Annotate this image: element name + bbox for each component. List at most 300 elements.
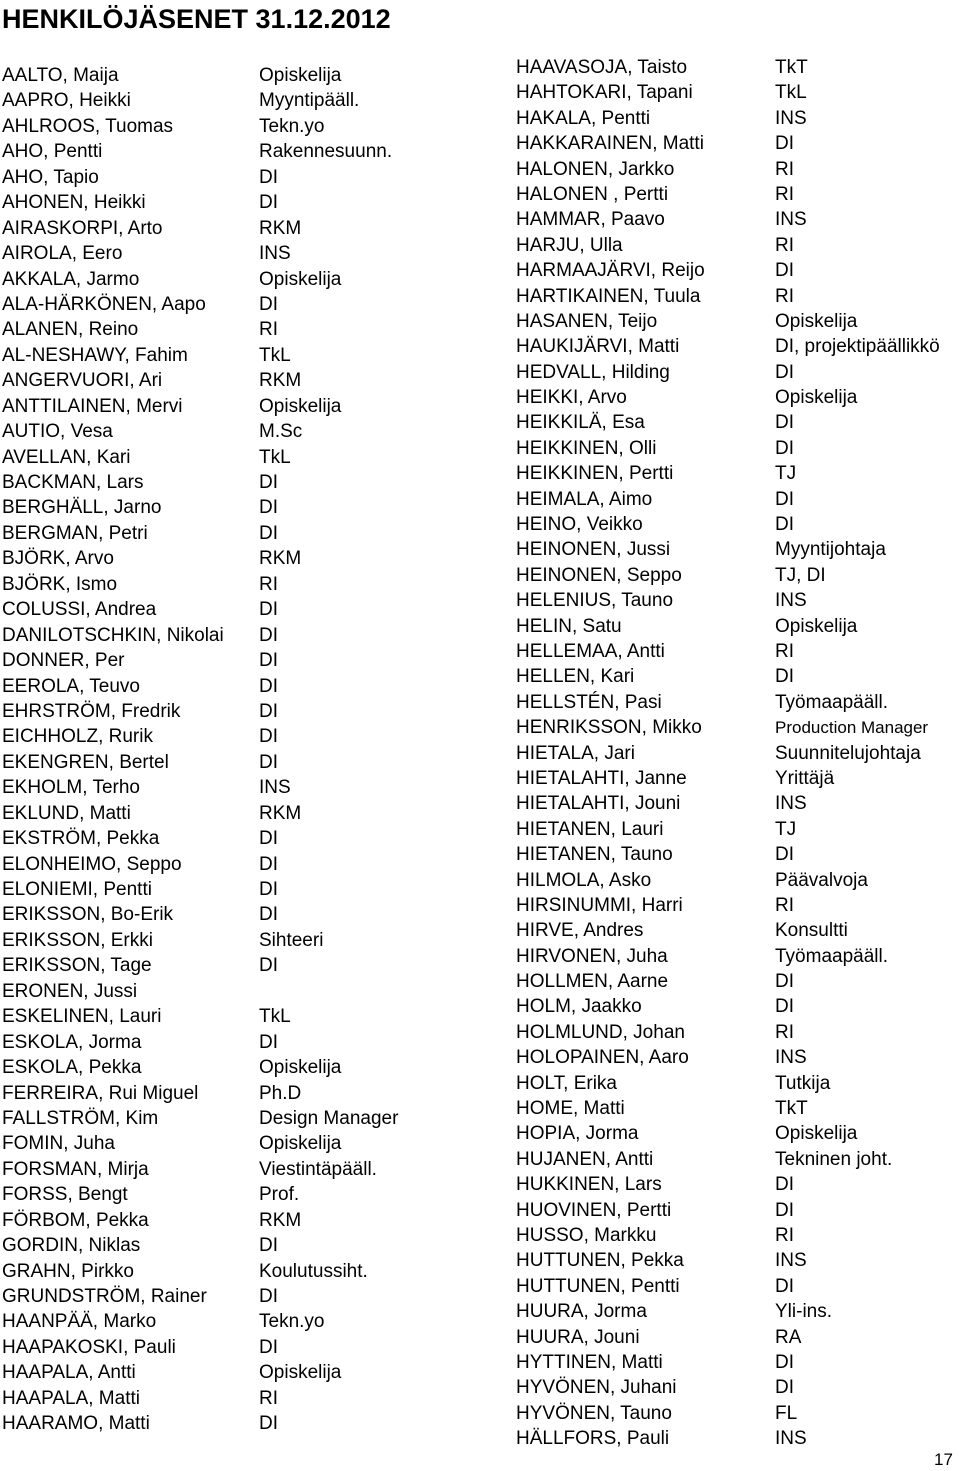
member-row bbox=[2, 1055, 472, 1080]
member-name: HILMOLA, Asko bbox=[516, 869, 652, 891]
member-title: Opiskelija bbox=[775, 310, 858, 332]
member-title: RI bbox=[775, 1224, 794, 1246]
member-row bbox=[516, 360, 960, 385]
member-title: DI bbox=[259, 599, 278, 621]
member-title: RI bbox=[775, 183, 794, 205]
member-title: TkL bbox=[259, 1006, 291, 1028]
member-name: HOLMLUND, Johan bbox=[516, 1021, 685, 1043]
member-title: DI bbox=[775, 666, 794, 688]
member-name: HYVÖNEN, Juhani bbox=[516, 1377, 677, 1399]
member-row bbox=[516, 1096, 960, 1121]
member-row bbox=[2, 877, 472, 902]
member-row bbox=[2, 165, 472, 190]
member-name: ERONEN, Jussi bbox=[2, 980, 138, 1002]
member-name: HAKKARAINEN, Matti bbox=[516, 133, 704, 155]
member-row bbox=[516, 1172, 960, 1197]
member-row bbox=[2, 1182, 472, 1207]
member-name: HIRSINUMMI, Harri bbox=[516, 894, 683, 916]
member-name: HUTTUNEN, Pekka bbox=[516, 1250, 684, 1272]
member-row bbox=[2, 495, 472, 520]
member-title: INS bbox=[775, 209, 807, 231]
member-name: HEINONEN, Jussi bbox=[516, 539, 671, 561]
member-row bbox=[2, 546, 472, 571]
member-row bbox=[2, 699, 472, 724]
member-row bbox=[2, 521, 472, 546]
member-name: DONNER, Per bbox=[2, 650, 125, 672]
member-title: DI bbox=[259, 624, 278, 646]
member-row bbox=[516, 537, 960, 562]
member-name: HEINONEN, Seppo bbox=[516, 564, 682, 586]
member-row bbox=[2, 1106, 472, 1131]
member-title: RI bbox=[775, 234, 794, 256]
page-number: 17 bbox=[934, 1450, 953, 1469]
member-row bbox=[516, 1020, 960, 1045]
member-name: AIROLA, Eero bbox=[2, 243, 123, 265]
member-title: DI bbox=[259, 497, 278, 519]
member-name: HAKALA, Pentti bbox=[516, 107, 651, 129]
member-name: FORSMAN, Mirja bbox=[2, 1158, 149, 1180]
member-row bbox=[2, 114, 472, 139]
member-title: DI bbox=[259, 293, 278, 315]
member-name: EKLUND, Matti bbox=[2, 802, 131, 824]
member-name: HEDVALL, Hilding bbox=[516, 361, 670, 383]
member-name: BJÖRK, Ismo bbox=[2, 573, 118, 595]
member-name: AHO, Pentti bbox=[2, 141, 103, 163]
member-row bbox=[2, 979, 472, 1004]
member-row bbox=[516, 131, 960, 156]
member-name: ERIKSSON, Tage bbox=[2, 955, 152, 977]
member-name: HUTTUNEN, Pentti bbox=[516, 1275, 680, 1297]
member-title: DI bbox=[775, 996, 794, 1018]
member-name: HUSSO, Markku bbox=[516, 1224, 657, 1246]
member-name: HIETANEN, Lauri bbox=[516, 818, 664, 840]
member-title: DI bbox=[259, 1235, 278, 1257]
member-name: HARTIKAINEN, Tuula bbox=[516, 285, 701, 307]
member-name: AHO, Tapio bbox=[2, 166, 99, 188]
member-name: GRUNDSTRÖM, Rainer bbox=[2, 1286, 207, 1307]
member-row bbox=[516, 512, 960, 537]
member-row bbox=[516, 563, 960, 588]
member-name: BJÖRK, Arvo bbox=[2, 548, 114, 570]
member-title: Tekninen joht. bbox=[775, 1148, 893, 1170]
member-row bbox=[516, 487, 960, 512]
member-title: Päävalvoja bbox=[775, 869, 868, 891]
member-title: TkL bbox=[775, 82, 807, 104]
member-title: DI bbox=[259, 675, 278, 697]
member-name: HOLOPAINEN, Aaro bbox=[516, 1047, 689, 1069]
member-title: DI bbox=[259, 522, 278, 544]
member-row bbox=[516, 664, 960, 689]
member-title: RKM bbox=[259, 217, 302, 239]
member-name: HELLSTÉN, Pasi bbox=[516, 691, 662, 713]
member-name: FORSS, Bengt bbox=[2, 1184, 128, 1206]
member-name: EICHHOLZ, Rurik bbox=[2, 726, 153, 748]
member-row bbox=[516, 1045, 960, 1070]
member-row bbox=[516, 1223, 960, 1248]
member-row bbox=[2, 801, 472, 826]
member-title: Production Manager bbox=[775, 718, 929, 738]
member-row bbox=[516, 80, 960, 105]
member-title: DI bbox=[775, 1275, 794, 1297]
member-title: DI bbox=[775, 1199, 794, 1221]
page-title: HENKILÖJÄSENET 31.12.2012 bbox=[2, 4, 391, 34]
member-name: EHRSTRÖM, Fredrik bbox=[2, 700, 181, 722]
member-row bbox=[516, 918, 960, 943]
member-row bbox=[2, 343, 472, 368]
member-row bbox=[2, 1030, 472, 1055]
member-title: RI bbox=[775, 285, 794, 307]
member-row bbox=[516, 106, 960, 131]
member-title: Suunnitelujohtaja bbox=[775, 742, 921, 764]
member-row bbox=[2, 419, 472, 444]
member-row bbox=[2, 953, 472, 978]
member-row bbox=[2, 1157, 472, 1182]
member-title: RI bbox=[775, 1021, 794, 1043]
member-title: DI bbox=[775, 1174, 794, 1196]
member-row bbox=[2, 1259, 472, 1284]
member-title: DI bbox=[259, 853, 278, 875]
member-row bbox=[2, 317, 472, 342]
member-row bbox=[2, 597, 472, 622]
member-name: HARJU, Ulla bbox=[516, 234, 623, 256]
member-name: HIRVE, Andres bbox=[516, 920, 644, 942]
member-name: HOPIA, Jorma bbox=[516, 1123, 639, 1145]
member-title: Opiskelija bbox=[775, 1123, 858, 1145]
member-title: Sihteeri bbox=[259, 929, 324, 951]
member-name: HAUKIJÄRVI, Matti bbox=[516, 336, 680, 358]
member-row bbox=[516, 1375, 960, 1400]
member-name: HALONEN, Jarkko bbox=[516, 158, 675, 180]
member-name: DANILOTSCHKIN, Nikolai bbox=[2, 624, 224, 646]
member-row bbox=[516, 1325, 960, 1350]
member-name: FERREIRA, Rui Miguel bbox=[2, 1082, 199, 1104]
member-row bbox=[516, 1147, 960, 1172]
member-row bbox=[516, 817, 960, 842]
member-title: M.Sc bbox=[259, 421, 303, 443]
member-name: EKHOLM, Terho bbox=[2, 777, 140, 799]
member-row bbox=[516, 436, 960, 461]
member-row bbox=[516, 207, 960, 232]
member-row bbox=[516, 410, 960, 435]
member-title: DI bbox=[259, 1286, 278, 1307]
member-row bbox=[516, 334, 960, 359]
member-row bbox=[516, 588, 960, 613]
member-row bbox=[2, 775, 472, 800]
member-title: Myyntijohtaja bbox=[775, 539, 886, 561]
member-name: HIETALAHTI, Janne bbox=[516, 767, 687, 789]
member-row bbox=[2, 292, 472, 317]
member-row bbox=[516, 1121, 960, 1146]
member-title: Opiskelija bbox=[259, 1133, 342, 1155]
member-name: AL-NESHAWY, Fahim bbox=[2, 344, 188, 366]
member-row bbox=[516, 893, 960, 918]
member-name: HÄLLFORS, Pauli bbox=[516, 1428, 670, 1450]
member-title: DI bbox=[259, 751, 278, 773]
member-title: TkT bbox=[775, 57, 808, 78]
member-name: ANTTILAINEN, Mervi bbox=[2, 395, 183, 417]
member-row bbox=[2, 394, 472, 419]
member-row bbox=[2, 674, 472, 699]
member-row bbox=[516, 1350, 960, 1375]
member-name: HAMMAR, Paavo bbox=[516, 209, 665, 231]
member-row bbox=[516, 284, 960, 309]
member-title: INS bbox=[775, 590, 807, 612]
member-name: AIRASKORPI, Arto bbox=[2, 217, 163, 239]
member-name: AHLROOS, Tuomas bbox=[2, 115, 174, 137]
member-row bbox=[2, 724, 472, 749]
member-name: EKENGREN, Bertel bbox=[2, 751, 169, 773]
member-name: HUOVINEN, Pertti bbox=[516, 1199, 672, 1221]
member-row bbox=[2, 902, 472, 927]
member-name: GRAHN, Pirkko bbox=[2, 1260, 134, 1282]
member-title: Työmaapääll. bbox=[775, 691, 889, 713]
member-title: DI bbox=[259, 879, 278, 900]
member-name: HOLT, Erika bbox=[516, 1072, 618, 1094]
member-name: ERIKSSON, Erkki bbox=[2, 929, 153, 951]
member-row bbox=[516, 791, 960, 816]
member-row bbox=[2, 368, 472, 393]
member-row bbox=[2, 1081, 472, 1106]
member-title: DI bbox=[775, 361, 794, 383]
member-list-right bbox=[516, 55, 960, 1451]
member-title: RI bbox=[775, 894, 794, 916]
member-name: HAAPALA, Antti bbox=[2, 1362, 136, 1384]
member-row bbox=[2, 1208, 472, 1233]
member-title: RKM bbox=[259, 802, 302, 824]
member-name: EEROLA, Teuvo bbox=[2, 675, 141, 697]
member-name: ELONIEMI, Pentti bbox=[2, 879, 152, 900]
member-name: HIETANEN, Tauno bbox=[516, 844, 673, 866]
member-title: DI bbox=[775, 844, 794, 866]
member-title: Ph.D bbox=[259, 1082, 302, 1104]
member-name: HEIKKINEN, Pertti bbox=[516, 463, 674, 485]
member-list-left bbox=[2, 63, 472, 1437]
member-title: DI bbox=[775, 437, 794, 459]
member-title: DI bbox=[775, 133, 794, 155]
member-row bbox=[2, 1309, 472, 1334]
member-row bbox=[516, 1401, 960, 1426]
member-row bbox=[2, 648, 472, 673]
member-name: BACKMAN, Lars bbox=[2, 472, 144, 493]
member-name: AKKALA, Jarmo bbox=[2, 268, 140, 290]
member-row bbox=[516, 233, 960, 258]
member-row bbox=[516, 1198, 960, 1223]
member-title: RI bbox=[259, 1387, 278, 1409]
member-name: AALTO, Maija bbox=[2, 65, 119, 86]
member-row bbox=[2, 139, 472, 164]
member-row bbox=[516, 1071, 960, 1096]
member-title: Viestintäpääll. bbox=[259, 1158, 377, 1180]
member-name: HEIMALA, Aimo bbox=[516, 488, 653, 510]
member-name: HAANPÄÄ, Marko bbox=[2, 1311, 157, 1333]
member-row bbox=[516, 1426, 960, 1451]
member-name: HUURA, Jorma bbox=[516, 1301, 647, 1323]
member-row bbox=[2, 88, 472, 113]
member-title: RI bbox=[259, 573, 278, 595]
member-name: ALANEN, Reino bbox=[2, 319, 139, 341]
member-title: Rakennesuunn. bbox=[259, 141, 393, 163]
member-title: RKM bbox=[259, 548, 302, 570]
member-name: HALONEN , Pertti bbox=[516, 183, 669, 205]
member-title: TJ bbox=[775, 463, 797, 485]
member-name: HYTTINEN, Matti bbox=[516, 1351, 663, 1373]
member-title: DI bbox=[259, 904, 278, 926]
member-title: INS bbox=[259, 243, 291, 265]
member-row bbox=[516, 766, 960, 791]
member-name: ELONHEIMO, Seppo bbox=[2, 853, 182, 875]
member-name: AHONEN, Heikki bbox=[2, 192, 146, 214]
member-row bbox=[2, 623, 472, 648]
member-row bbox=[2, 1360, 472, 1385]
member-row bbox=[516, 944, 960, 969]
member-title: DI bbox=[259, 1336, 278, 1358]
member-name: HEIKKI, Arvo bbox=[516, 387, 627, 409]
member-name: HEINO, Veikko bbox=[516, 514, 643, 536]
member-name: AAPRO, Heikki bbox=[2, 90, 131, 112]
member-title: DI bbox=[775, 514, 794, 536]
member-name: FÖRBOM, Pekka bbox=[2, 1209, 149, 1231]
member-title: Tutkija bbox=[775, 1072, 831, 1094]
member-name: HUKKINEN, Lars bbox=[516, 1174, 662, 1196]
member-title: Opiskelija bbox=[259, 1362, 342, 1384]
member-row bbox=[2, 1131, 472, 1156]
member-title: DI bbox=[775, 1377, 794, 1399]
member-row bbox=[516, 309, 960, 334]
member-row bbox=[2, 1004, 472, 1029]
member-title: DI bbox=[259, 192, 278, 214]
member-title: DI bbox=[775, 971, 794, 993]
member-row bbox=[516, 690, 960, 715]
member-name: HOME, Matti bbox=[516, 1098, 625, 1120]
member-title: DI bbox=[775, 1351, 794, 1373]
member-name: ESKELINEN, Lauri bbox=[2, 1006, 162, 1028]
member-row bbox=[2, 1386, 472, 1411]
member-row bbox=[2, 63, 472, 88]
member-row bbox=[2, 852, 472, 877]
member-name: GORDIN, Niklas bbox=[2, 1235, 141, 1257]
member-row bbox=[516, 741, 960, 766]
member-row bbox=[2, 572, 472, 597]
member-name: ERIKSSON, Bo-Erik bbox=[2, 904, 174, 926]
member-title: FL bbox=[775, 1402, 798, 1424]
member-title: DI bbox=[259, 1031, 278, 1053]
member-row bbox=[516, 639, 960, 664]
member-title: Opiskelija bbox=[259, 65, 342, 86]
member-title: Yrittäjä bbox=[775, 767, 835, 789]
member-row bbox=[2, 1335, 472, 1360]
member-title: DI bbox=[259, 472, 278, 493]
member-title: Design Manager bbox=[259, 1107, 399, 1129]
member-title: DI bbox=[259, 166, 278, 188]
member-title: Opiskelija bbox=[775, 387, 858, 409]
member-name: HAAPAKOSKI, Pauli bbox=[2, 1336, 176, 1358]
member-title: DI bbox=[775, 412, 794, 434]
member-title: INS bbox=[259, 777, 291, 799]
member-title: Prof. bbox=[259, 1184, 300, 1206]
member-row bbox=[2, 1411, 472, 1436]
member-name: HENRIKSSON, Mikko bbox=[516, 717, 702, 739]
member-name: HELIN, Satu bbox=[516, 615, 622, 637]
member-row bbox=[516, 55, 960, 80]
member-row bbox=[2, 190, 472, 215]
member-row bbox=[516, 385, 960, 410]
member-row bbox=[516, 842, 960, 867]
member-row bbox=[2, 241, 472, 266]
member-title: Yli-ins. bbox=[775, 1301, 833, 1323]
member-name: HELLEN, Kari bbox=[516, 666, 635, 688]
member-row bbox=[516, 1274, 960, 1299]
member-title: TJ bbox=[775, 818, 797, 840]
member-name: HELLEMAA, Antti bbox=[516, 640, 665, 662]
member-title: Opiskelija bbox=[259, 1057, 342, 1079]
member-row bbox=[516, 994, 960, 1019]
member-row bbox=[516, 1299, 960, 1324]
member-name: HEIKKINEN, Olli bbox=[516, 437, 657, 459]
member-row bbox=[516, 614, 960, 639]
member-name: HAAPALA, Matti bbox=[2, 1387, 140, 1409]
member-row bbox=[516, 715, 960, 740]
member-name: HAHTOKARI, Tapani bbox=[516, 82, 693, 104]
member-title: TJ, DI bbox=[775, 564, 826, 586]
member-title: Tekn.yo bbox=[259, 1311, 325, 1333]
member-title: TkL bbox=[259, 344, 291, 366]
member-title: INS bbox=[775, 1428, 807, 1450]
member-title: RKM bbox=[259, 370, 302, 392]
member-title: DI, projektipäällikkö bbox=[775, 336, 940, 358]
member-title: Työmaapääll. bbox=[775, 945, 889, 967]
member-row bbox=[2, 750, 472, 775]
member-name: COLUSSI, Andrea bbox=[2, 599, 157, 621]
member-title: Opiskelija bbox=[259, 395, 342, 417]
member-title: RI bbox=[259, 319, 278, 341]
member-title: INS bbox=[775, 107, 807, 129]
member-name: ESKOLA, Jorma bbox=[2, 1031, 142, 1053]
member-title: DI bbox=[259, 1413, 278, 1435]
member-title: DI bbox=[259, 955, 278, 977]
member-row bbox=[2, 445, 472, 470]
member-name: HASANEN, Teijo bbox=[516, 310, 658, 332]
member-name: EKSTRÖM, Pekka bbox=[2, 828, 160, 850]
member-title: DI bbox=[259, 726, 278, 748]
member-name: BERGHÄLL, Jarno bbox=[2, 497, 162, 519]
member-row bbox=[2, 470, 472, 495]
member-name: HEIKKILÄ, Esa bbox=[516, 412, 645, 434]
member-title: TkL bbox=[259, 446, 291, 468]
member-name: FALLSTRÖM, Kim bbox=[2, 1107, 159, 1129]
member-title: DI bbox=[775, 260, 794, 282]
member-title: TkT bbox=[775, 1098, 808, 1120]
member-name: ESKOLA, Pekka bbox=[2, 1057, 142, 1079]
member-title: Tekn.yo bbox=[259, 115, 325, 137]
member-title: Opiskelija bbox=[259, 268, 342, 290]
member-name: FOMIN, Juha bbox=[2, 1133, 115, 1155]
member-title: RA bbox=[775, 1326, 802, 1348]
member-name: HIETALAHTI, Jouni bbox=[516, 793, 681, 815]
member-row bbox=[516, 1248, 960, 1273]
member-title: DI bbox=[259, 650, 278, 672]
member-title: INS bbox=[775, 1250, 807, 1272]
member-title: RI bbox=[775, 158, 794, 180]
member-name: HAARAMO, Matti bbox=[2, 1413, 150, 1435]
member-title: DI bbox=[775, 488, 794, 510]
member-title: RI bbox=[775, 640, 794, 662]
member-name: HOLLMEN, Aarne bbox=[516, 971, 669, 993]
member-name: HIRVONEN, Juha bbox=[516, 945, 668, 967]
member-row bbox=[516, 182, 960, 207]
member-name: ANGERVUORI, Ari bbox=[2, 370, 163, 392]
member-name: HYVÖNEN, Tauno bbox=[516, 1402, 672, 1424]
member-row bbox=[516, 868, 960, 893]
